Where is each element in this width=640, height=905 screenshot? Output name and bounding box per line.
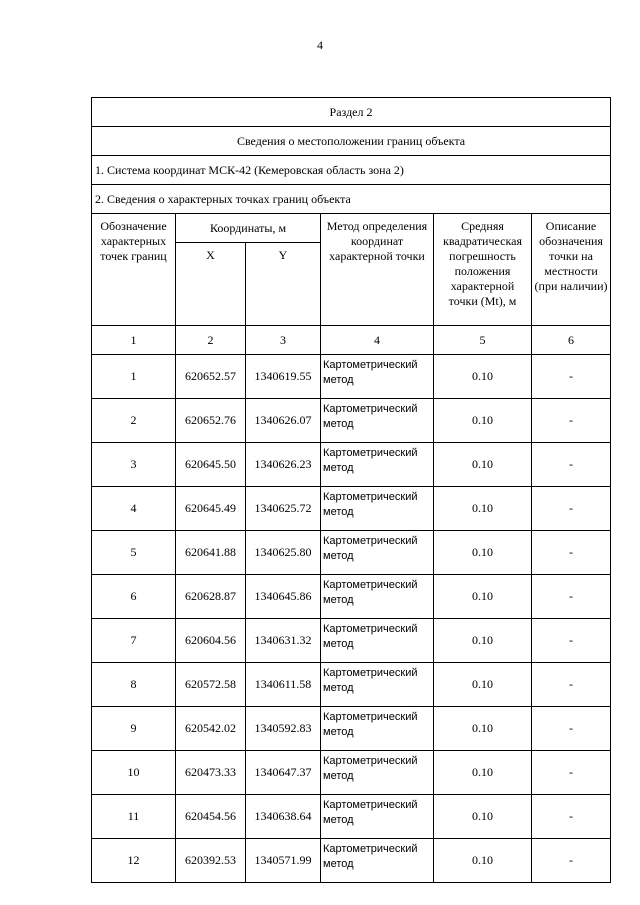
page-number: 4 <box>317 38 323 52</box>
description: - <box>532 355 611 399</box>
coord-y: 1340571.99 <box>246 839 321 883</box>
method: Картометрический метод <box>321 795 434 839</box>
header-y: Y <box>246 243 321 326</box>
table-row <box>92 575 611 619</box>
coord-x: 620454.56 <box>176 795 246 839</box>
point-number: 11 <box>92 795 176 839</box>
points-heading: 2. Сведения о характерных точках границ объекта <box>92 185 611 214</box>
method: Картометрический метод <box>321 839 434 883</box>
coord-x: 620604.56 <box>176 619 246 663</box>
table-row <box>92 795 611 839</box>
point-number: 4 <box>92 487 176 531</box>
coord-y: 1340647.37 <box>246 751 321 795</box>
column-number: 4 <box>321 326 434 355</box>
description: - <box>532 443 611 487</box>
point-number: 8 <box>92 663 176 707</box>
point-number: 6 <box>92 575 176 619</box>
description: - <box>532 751 611 795</box>
description: - <box>532 531 611 575</box>
table-row <box>92 399 611 443</box>
table-row <box>92 619 611 663</box>
table-row <box>92 707 611 751</box>
point-number: 5 <box>92 531 176 575</box>
coord-y: 1340626.23 <box>246 443 321 487</box>
column-number: 3 <box>246 326 321 355</box>
coord-x: 620641.88 <box>176 531 246 575</box>
column-number: 5 <box>434 326 532 355</box>
point-number: 2 <box>92 399 176 443</box>
table-row <box>92 663 611 707</box>
method: Картометрический метод <box>321 707 434 751</box>
coord-x: 620652.57 <box>176 355 246 399</box>
coord-y: 1340638.64 <box>246 795 321 839</box>
coord-x: 620542.02 <box>176 707 246 751</box>
method: Картометрический метод <box>321 575 434 619</box>
header-coordinates: Координаты, м <box>176 214 321 243</box>
header-description: Описание обозначения точки на местности (при наличии) <box>532 214 611 326</box>
table-row <box>92 751 611 795</box>
point-number: 3 <box>92 443 176 487</box>
description: - <box>532 575 611 619</box>
accuracy: 0.10 <box>434 839 532 883</box>
description: - <box>532 487 611 531</box>
coord-x: 620645.50 <box>176 443 246 487</box>
coord-x: 620392.53 <box>176 839 246 883</box>
coord-y: 1340626.07 <box>246 399 321 443</box>
description: - <box>532 795 611 839</box>
method: Картометрический метод <box>321 487 434 531</box>
table-row <box>92 355 611 399</box>
accuracy: 0.10 <box>434 355 532 399</box>
description: - <box>532 707 611 751</box>
accuracy: 0.10 <box>434 751 532 795</box>
coord-x: 620645.49 <box>176 487 246 531</box>
coord-x: 620572.58 <box>176 663 246 707</box>
coord-x: 620473.33 <box>176 751 246 795</box>
description: - <box>532 663 611 707</box>
accuracy: 0.10 <box>434 443 532 487</box>
coord-y: 1340625.80 <box>246 531 321 575</box>
description: - <box>532 839 611 883</box>
section-subtitle: Сведения о местоположении границ объекта <box>92 127 611 156</box>
accuracy: 0.10 <box>434 487 532 531</box>
boundary-points-table <box>91 97 611 883</box>
method: Картометрический метод <box>321 751 434 795</box>
header-method: Метод определения координат характерной точки <box>321 214 434 326</box>
table-row <box>92 839 611 883</box>
accuracy: 0.10 <box>434 663 532 707</box>
coord-y: 1340619.55 <box>246 355 321 399</box>
point-number: 1 <box>92 355 176 399</box>
point-number: 9 <box>92 707 176 751</box>
coord-x: 620628.87 <box>176 575 246 619</box>
coord-y: 1340645.86 <box>246 575 321 619</box>
point-number: 10 <box>92 751 176 795</box>
table-row <box>92 487 611 531</box>
point-number: 12 <box>92 839 176 883</box>
header-designation: Обозначение характерных точек границ <box>92 214 176 326</box>
method: Картометрический метод <box>321 619 434 663</box>
description: - <box>532 399 611 443</box>
accuracy: 0.10 <box>434 795 532 839</box>
accuracy: 0.10 <box>434 619 532 663</box>
header-accuracy: Средняя квадратическая погрешность положения характерной точки (Mt), м <box>434 214 532 326</box>
accuracy: 0.10 <box>434 707 532 751</box>
accuracy: 0.10 <box>434 575 532 619</box>
coord-y: 1340625.72 <box>246 487 321 531</box>
column-number: 6 <box>532 326 611 355</box>
coordinate-system: 1. Система координат МСК-42 (Кемеровская область зона 2) <box>92 156 611 185</box>
coord-y: 1340611.58 <box>246 663 321 707</box>
column-number: 1 <box>92 326 176 355</box>
method: Картометрический метод <box>321 355 434 399</box>
header-x: X <box>176 243 246 326</box>
coord-y: 1340631.32 <box>246 619 321 663</box>
coord-y: 1340592.83 <box>246 707 321 751</box>
column-numbers-row <box>92 326 611 355</box>
column-number: 2 <box>176 326 246 355</box>
method: Картометрический метод <box>321 663 434 707</box>
table-row <box>92 531 611 575</box>
method: Картометрический метод <box>321 399 434 443</box>
accuracy: 0.10 <box>434 399 532 443</box>
section-title: Раздел 2 <box>92 98 611 127</box>
method: Картометрический метод <box>321 531 434 575</box>
table-row <box>92 443 611 487</box>
method: Картометрический метод <box>321 443 434 487</box>
coord-x: 620652.76 <box>176 399 246 443</box>
description: - <box>532 619 611 663</box>
accuracy: 0.10 <box>434 531 532 575</box>
point-number: 7 <box>92 619 176 663</box>
